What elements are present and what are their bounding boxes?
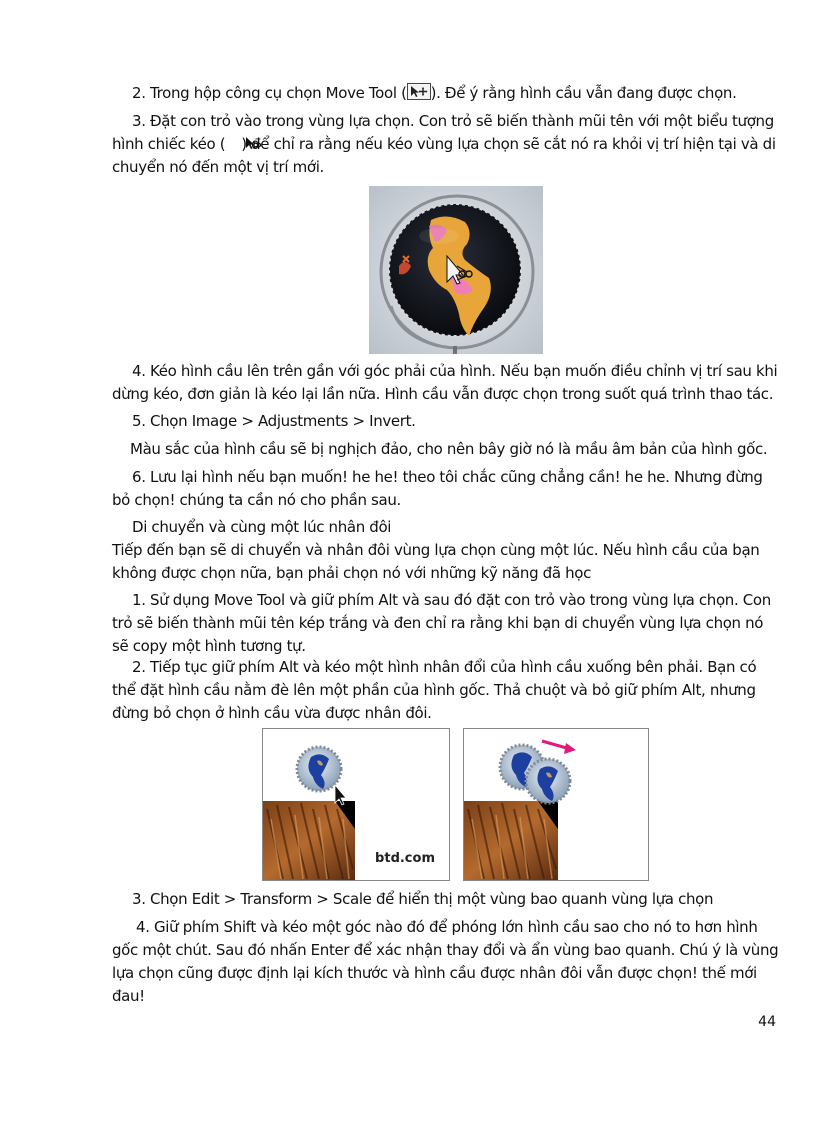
text-segment: 3. Đặt con trỏ vào trong vùng lựa chọn. Con trỏ sẽ biến thành mũi tên với một biểu tượng hình chiếc kéo (	[112, 112, 774, 153]
watermark-text: btd.com	[375, 851, 435, 866]
paragraph-dup-step-2: 2. Tiếp tục giữ phím Alt và kéo một hình nhân đổi của hình cầu xuống bên phải. Bạn có thể đặt hình cầu nằm đè lên một phần của hình gốc. Thả chuột và bỏ giữ phím Alt, nhưng đừng bỏ chọn ở hình cầu vừa được nhân đôi.	[112, 658, 757, 722]
paragraph-intro-duplicate: Tiếp đến bạn sẽ di chuyển và nhân đôi vùng lựa chọn cùng một lúc. Nếu hình cầu của bạn không được chọn nữa, bạn phải chọn nó với những kỹ năng đã học	[112, 541, 760, 582]
paragraph-step-3-cursor	[112, 110, 782, 179]
duplicate-figure-after	[463, 728, 649, 881]
text-segment: ) để chỉ ra rằng nếu kéo vùng lựa chọn sẽ cắt nó ra khỏi vị trí hiện tại và di chuyển nó đến một vị trí mới.	[112, 135, 776, 176]
move-tool-icon	[407, 83, 431, 100]
section-heading-move-duplicate: Di chuyển và cùng một lúc nhân đôi	[132, 518, 392, 536]
paragraph-dup-step-4-shift: 4. Giữ phím Shift và kéo một góc nào đó để phóng lớn hình cầu sao cho nó to hơn hình gốc một chút. Sau đó nhấn Enter để xác nhận thay đổi và ẩn vùng bao quanh. Chú ý là vùng lựa chọn cũng được định lại kích thước và hình cầu được nhân đôi vẫn được chọn! thế mới đau!	[112, 918, 779, 1005]
globe-figure	[369, 186, 543, 354]
paragraph-invert-note: Màu sắc của hình cầu sẽ bị nghịch đảo, cho nên bây giờ nó là mầu âm bản của hình gốc.	[130, 440, 768, 458]
paragraph-dup-step-1: 1. Sử dụng Move Tool và giữ phím Alt và sau đó đặt con trỏ vào trong vùng lựa chọn. Con trỏ sẽ biến thành mũi tên kép trắng và đen chỉ ra rằng khi bạn di chuyển vùng lựa chọn nó sẽ copy một hình tương tự.	[112, 591, 771, 655]
paragraph-step-4-drag: 4. Kéo hình cầu lên trên gần với góc phải của hình. Nếu bạn muốn điều chỉnh vị trí sau khi dừng kéo, đơn giản là kéo lại lần nữa. Hình cầu vẫn được chọn trong suốt quá trình thao tác.	[112, 362, 778, 403]
paragraph-step-2-move-tool	[112, 82, 782, 105]
paragraph-step-5-invert: 5. Chọn Image > Adjustments > Invert.	[132, 412, 416, 430]
scissors-cursor-icon	[225, 135, 241, 150]
duplicate-figure-before	[262, 728, 450, 881]
text-segment: 2. Trong hộp công cụ chọn Move Tool (	[132, 84, 407, 102]
paragraph-dup-step-3-scale: 3. Chọn Edit > Transform > Scale để hiển thị một vùng bao quanh vùng lựa chọn	[132, 890, 714, 908]
paragraph-step-6-save: 6. Lưu lại hình nếu bạn muốn! he he! theo tôi chắc cũng chẳng cần! he he. Nhưng đừng bỏ chọn! chúng ta cần nó cho phần sau.	[112, 468, 763, 509]
text-segment: ). Để ý rằng hình cầu vẫn đang được chọn.	[430, 84, 737, 102]
page-number: 44	[758, 1014, 776, 1030]
